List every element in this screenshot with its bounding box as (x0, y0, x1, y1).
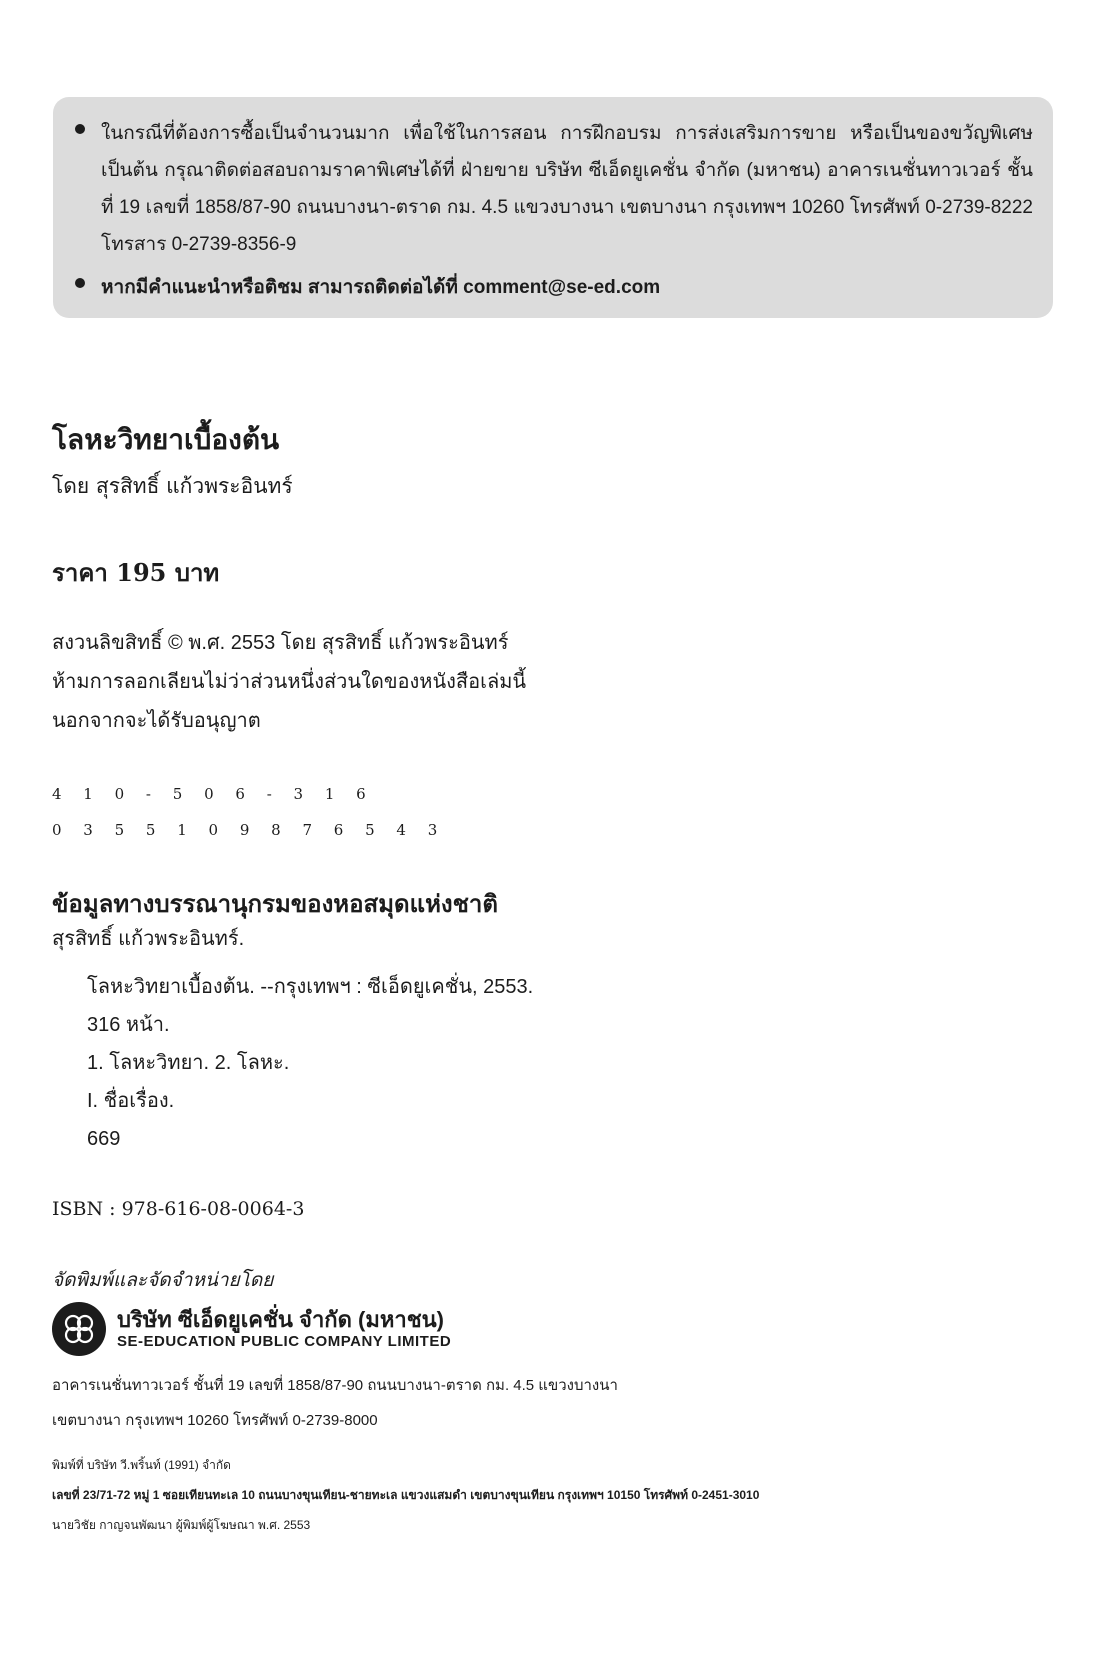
printer-line: พิมพ์ที่ บริษัท วี.พริ้นท์ (1991) จำกัด (52, 1458, 231, 1472)
printer-line: เลขที่ 23/71-72 หมู่ 1 ซอยเทียนทะเล 10 ถนนบางขุนเทียน-ชายทะเล แขวงแสมดำ เขตบางขุนเทียน กรุงเทพฯ 10150 โทรศัพท์ 0-2451-3010 (52, 1488, 760, 1502)
cip-author: สุรสิทธิ์ แก้วพระอินทร์. (52, 928, 245, 950)
cip-line: 1. โลหะวิทยา. 2. โลหะ. (87, 1052, 290, 1074)
cip-line: 316 หน้า. (87, 1014, 170, 1036)
cip-line: โลหะวิทยาเบื้องต้น. --กรุงเทพฯ : ซีเอ็ดยูเคชั่น, 2553. (87, 976, 534, 998)
book-price: ราคา 195 บาท (52, 558, 220, 587)
printer-info (52, 1450, 759, 1540)
copyright-line: ห้ามการลอกเลียนไม่ว่าส่วนหนึ่งส่วนใดของหนังสือเล่มนี้ (52, 671, 527, 693)
cip-entries (87, 968, 533, 1158)
cip-line: 669 (87, 1128, 121, 1150)
cip-line: I. ชื่อเรื่อง. (87, 1090, 175, 1112)
bullet-icon (75, 124, 85, 134)
book-author: โดย สุรสิทธิ์ แก้วพระอินทร์ (52, 474, 293, 498)
isbn: ISBN : 978-616-08-0064-3 (52, 1198, 305, 1220)
notice-item-bulk-order (73, 115, 1033, 263)
bullet-icon (75, 278, 85, 288)
cip-heading: ข้อมูลทางบรรณานุกรมของหอสมุดแห่งชาติ (52, 889, 498, 918)
publisher-label: จัดพิมพ์และจัดจำหน่ายโดย (52, 1269, 274, 1291)
notice-text: ในกรณีที่ต้องการซื้อเป็นจำนวนมาก เพื่อใช้ในการสอน การฝึกอบรม การส่งเสริมการขาย หรือเป็นของขวัญพิเศษ เป็นต้น กรุณาติดต่อสอบถามราคาพิเศษได้ที่ ฝ่ายขาย บริษัท ซีเอ็ดยูเคชั่น จำกัด (มหาชน) อาคารเนชั่นทาวเวอร์ ชั้นที่ 19 เลขที่ 1858/87-90 ถนนบางนา-ตราด กม. 4.5 แขวงบางนา เขตบางนา กรุงเทพฯ 10260 โทรศัพท์ 0-2739-8222 โทรสาร 0-2739-8356-9 (101, 123, 1033, 255)
address-line: อาคารเนชั่นทาวเวอร์ ชั้นที่ 19 เลขที่ 1858/87-90 ถนนบางนา-ตราด กม. 4.5 แขวงบางนา (52, 1377, 618, 1394)
publisher-address (52, 1368, 618, 1438)
print-codes (52, 776, 441, 848)
code-line: 4 1 0 - 5 0 6 - 3 1 6 (52, 785, 370, 803)
copyright-line: นอกจากจะได้รับอนุญาต (52, 710, 261, 732)
publisher-name-en: SE-EDUCATION PUBLIC COMPANY LIMITED (117, 1333, 452, 1350)
address-line: เขตบางนา กรุงเทพฯ 10260 โทรศัพท์ 0-2739-8000 (52, 1412, 378, 1429)
publisher-name-th: บริษัท ซีเอ็ดยูเคชั่น จำกัด (มหาชน) (117, 1307, 445, 1332)
printer-line: นายวิชัย กาญจนพัฒนา ผู้พิมพ์ผู้โฆษณา พ.ศ. 2553 (52, 1518, 311, 1532)
code-line: 0 3 5 5 1 0 9 8 7 6 5 4 3 (52, 821, 442, 839)
publisher-logo-icon (52, 1302, 106, 1356)
notice-text: หากมีคำแนะนำหรือติชม สามารถติดต่อได้ที่ comment@se-ed.com (101, 277, 661, 298)
book-title: โลหะวิทยาเบื้องต้น (52, 423, 280, 456)
copyright-notice (52, 624, 526, 741)
notice-item-feedback (73, 269, 1033, 306)
copyright-line: สงวนลิขสิทธิ์ © พ.ศ. 2553 โดย สุรสิทธิ์ แก้วพระอินทร์ (52, 632, 509, 654)
notice-box (53, 97, 1053, 318)
